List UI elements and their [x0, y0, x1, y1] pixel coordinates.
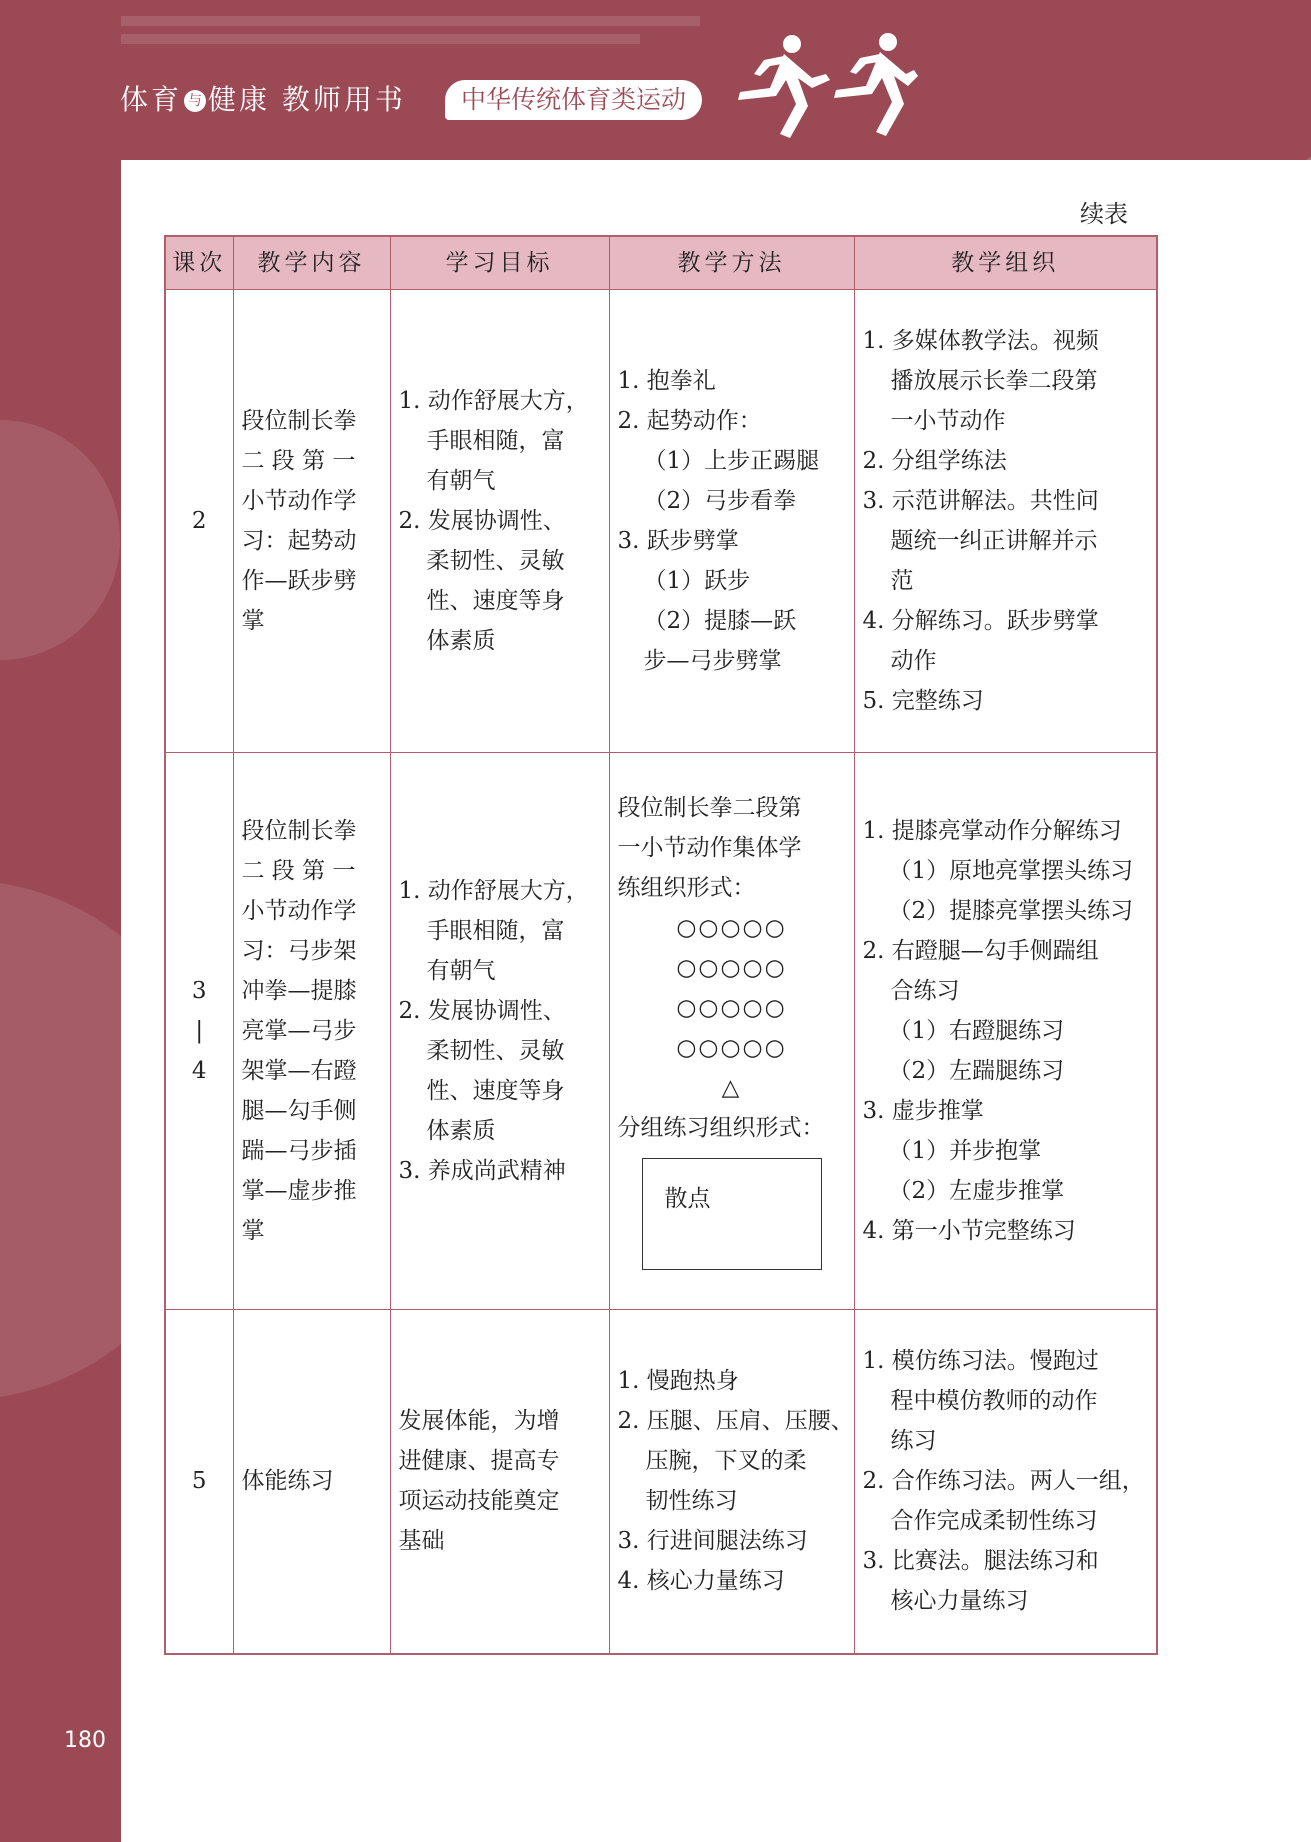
organization-line: （2）左虚步推掌	[888, 1178, 1065, 1204]
right-decor-stripes	[1180, 0, 1311, 700]
book-title-amp: 与	[184, 90, 206, 112]
teacher-triangle-icon: △	[721, 1075, 742, 1101]
content-line: 段位制长拳	[241, 408, 357, 434]
lesson-number-range-mark: |	[195, 1018, 204, 1044]
section-pill: 中华传统体育类运动	[445, 80, 702, 120]
content-cell	[233, 753, 390, 1310]
organization-cell	[854, 290, 1157, 753]
content-line: 腿—勾手侧	[241, 1098, 357, 1124]
content-line: 习：起势动	[241, 528, 357, 554]
content-line: 段位制长拳	[241, 818, 357, 844]
content-line: 架掌—右蹬	[241, 1058, 357, 1084]
organization-line: 3. 示范讲解法。共性问	[862, 488, 1099, 514]
method-line: 步—弓步劈掌	[643, 648, 782, 674]
goals-cell	[390, 290, 609, 753]
organization-line: （1）并步抱掌	[888, 1138, 1042, 1164]
organization-line: 1. 提膝亮掌动作分解练习	[862, 818, 1122, 844]
content-line: 掌	[241, 1218, 265, 1244]
formation-row: ○○○○○	[676, 995, 787, 1021]
goal-line: 2. 发展协调性、	[398, 508, 566, 534]
content-line: 小节动作学	[241, 898, 357, 924]
continued-label: 续表	[1080, 200, 1128, 228]
goal-line: 基础	[398, 1528, 445, 1555]
organization-line: 2. 右蹬腿—勾手侧踹组	[862, 938, 1099, 964]
goal-line: 进健康、提高专	[398, 1448, 560, 1475]
content-line: 掌	[241, 608, 265, 634]
content-line: 二 段 第 一	[241, 448, 356, 474]
content-line: 掌—虚步推	[241, 1178, 357, 1204]
formation-diagram	[618, 908, 846, 1108]
lesson-plan-table	[164, 235, 1158, 1655]
lesson-number	[165, 753, 233, 1310]
organization-line: 合作完成柔韧性练习	[890, 1508, 1098, 1535]
organization-line: （1）原地亮掌摆头练习	[888, 858, 1134, 884]
content-line: 体能练习	[241, 1468, 334, 1495]
formation-row: ○○○○○	[676, 915, 787, 941]
book-title	[120, 80, 406, 120]
method-line: 一小节动作集体学	[617, 835, 802, 861]
formation-row: ○○○○○	[676, 1035, 787, 1061]
table-row	[165, 290, 1157, 753]
method-line: 3. 跃步劈掌	[617, 528, 739, 554]
organization-line: 练习	[890, 1428, 937, 1455]
book-title-part2: 健康 教师用书	[208, 83, 406, 116]
goal-line: 性、速度等身	[426, 1078, 565, 1104]
goal-line: 柔韧性、灵敏	[426, 548, 565, 574]
method-line: 压腕，下叉的柔	[645, 1448, 807, 1475]
goal-line: 手眼相随，富	[426, 428, 565, 454]
header-content: 教学内容	[233, 236, 390, 290]
goal-line: 有朝气	[426, 958, 496, 984]
header-lesson: 课次	[165, 236, 233, 290]
organization-line: 1. 模仿练习法。慢跑过	[862, 1348, 1099, 1375]
goal-line: 手眼相随，富	[426, 918, 565, 944]
method-line: （2）弓步看拳	[643, 488, 797, 514]
organization-line: 3. 虚步推掌	[862, 1098, 984, 1124]
organization-line: 1. 多媒体教学法。视频	[862, 328, 1099, 354]
formation-row: ○○○○○	[676, 955, 787, 981]
methods-cell	[609, 753, 854, 1310]
goal-line: 体素质	[426, 1118, 496, 1144]
method-line: 3. 行进间腿法练习	[617, 1528, 808, 1555]
table-header-row	[165, 236, 1157, 290]
method-line: （1）上步正踢腿	[643, 448, 820, 474]
goal-line: 1. 动作舒展大方，	[398, 388, 589, 414]
method-line: 2. 起势动作：	[617, 408, 762, 434]
content-cell	[233, 1310, 390, 1654]
goals-cell	[390, 1310, 609, 1654]
organization-line: 2. 分组学练法	[862, 448, 1007, 474]
goal-line: 项运动技能奠定	[398, 1488, 560, 1515]
organization-line: 播放展示长拳二段第	[890, 368, 1098, 394]
organization-cell	[854, 1310, 1157, 1654]
organization-line: 5. 完整练习	[862, 688, 984, 714]
methods-cell	[609, 290, 854, 753]
content-line: 亮掌—弓步	[241, 1018, 357, 1044]
scatter-formation-box	[642, 1158, 822, 1270]
book-title-part1: 体育	[120, 83, 183, 116]
content-line: 小节动作学	[241, 488, 357, 514]
method-line: 2. 压腿、压肩、压腰、	[617, 1408, 854, 1435]
method-line: （2）提膝—跃	[643, 608, 797, 634]
page-number: 180	[64, 1728, 106, 1753]
organization-line: （2）左踹腿练习	[888, 1058, 1065, 1084]
organization-line: 4. 第一小节完整练习	[862, 1218, 1076, 1244]
runners-icon	[700, 30, 920, 140]
goals-cell	[390, 753, 609, 1310]
content-line: 二 段 第 一	[241, 858, 356, 884]
method-line: 韧性练习	[645, 1488, 738, 1515]
lesson-number: 2	[165, 290, 233, 753]
organization-line: 合练习	[890, 978, 960, 1004]
organization-line: （2）提膝亮掌摆头练习	[888, 898, 1134, 924]
table-row	[165, 753, 1157, 1310]
organization-line: 3. 比赛法。腿法练习和	[862, 1548, 1099, 1575]
organization-line: 动作	[890, 648, 937, 674]
lesson-number-end: 4	[191, 1058, 207, 1084]
lesson-number: 5	[165, 1310, 233, 1654]
method-line: 1. 抱拳礼	[617, 368, 716, 394]
header-methods: 教学方法	[609, 236, 854, 290]
scatter-label: 散点	[664, 1186, 711, 1212]
header-organization: 教学组织	[854, 236, 1157, 290]
goal-line: 有朝气	[426, 468, 496, 494]
goal-line: 柔韧性、灵敏	[426, 1038, 565, 1064]
lesson-number-start: 3	[191, 978, 207, 1004]
method-line: 1. 慢跑热身	[617, 1368, 739, 1395]
method-line: 分组练习组织形式：	[617, 1115, 825, 1141]
organization-line: 题统一纠正讲解并示	[890, 528, 1098, 554]
method-line: （1）跃步	[643, 568, 751, 594]
content-cell	[233, 290, 390, 753]
organization-line: 一小节动作	[890, 408, 1006, 434]
organization-line: 范	[890, 568, 914, 594]
method-line: 段位制长拳二段第	[617, 795, 802, 821]
goal-line: 性、速度等身	[426, 588, 565, 614]
goal-line: 1. 动作舒展大方，	[398, 878, 589, 904]
goal-line: 2. 发展协调性、	[398, 998, 566, 1024]
goal-line: 3. 养成尚武精神	[398, 1158, 566, 1184]
content-line: 作—跃步劈	[241, 568, 357, 594]
table-row	[165, 1310, 1157, 1654]
method-line: 练组织形式：	[617, 875, 756, 901]
goal-line: 体素质	[426, 628, 496, 654]
header-goals: 学习目标	[390, 236, 609, 290]
organization-line: 2. 合作练习法。两人一组，	[862, 1468, 1145, 1495]
organization-line: 核心力量练习	[890, 1588, 1029, 1615]
content-line: 踹—弓步插	[241, 1138, 357, 1164]
method-line: 4. 核心力量练习	[617, 1568, 785, 1595]
methods-cell	[609, 1310, 854, 1654]
organization-cell	[854, 753, 1157, 1310]
organization-line: 4. 分解练习。跃步劈掌	[862, 608, 1099, 634]
content-line: 习：弓步架	[241, 938, 357, 964]
organization-line: （1）右蹬腿练习	[888, 1018, 1065, 1044]
goal-line: 发展体能，为增	[398, 1408, 560, 1435]
organization-line: 程中模仿教师的动作	[890, 1388, 1098, 1415]
content-line: 冲拳—提膝	[241, 978, 357, 1004]
